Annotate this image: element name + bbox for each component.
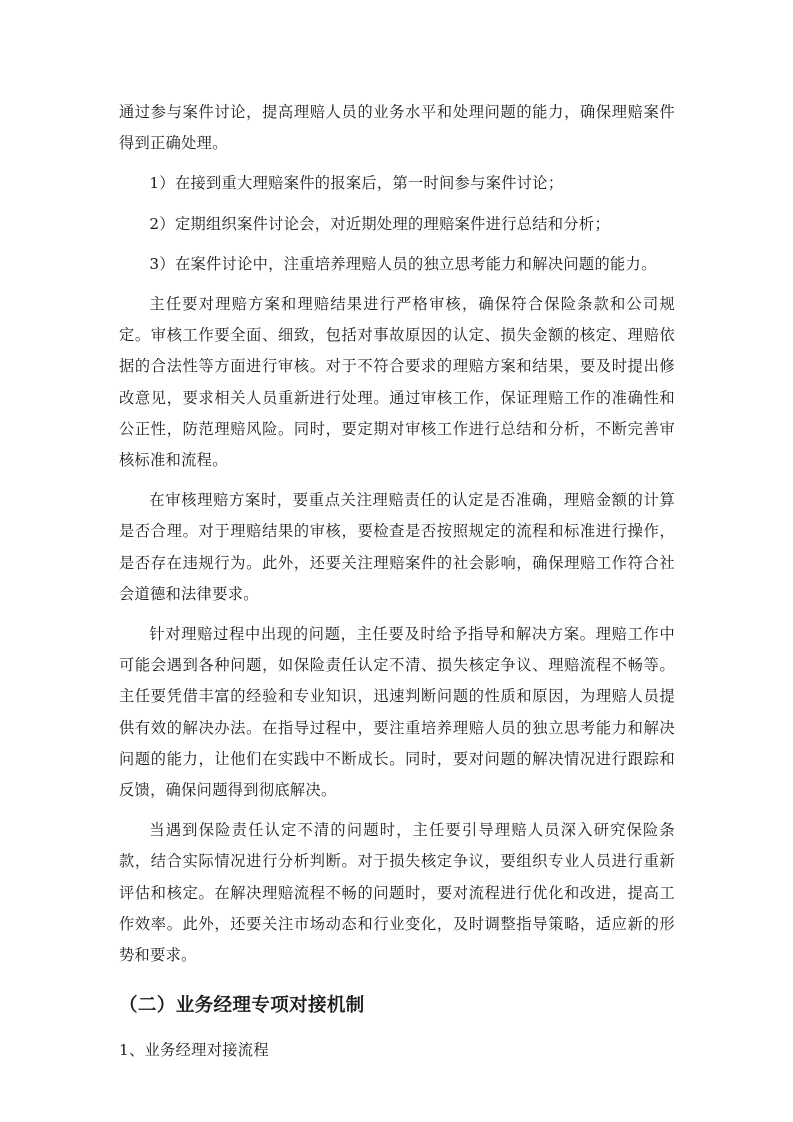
list-item-2: 2）定期组织案件讨论会，对近期处理的理赔案件进行总结和分析； xyxy=(149,214,610,233)
paragraph-problem-solving: 当遇到保险责任认定不清的问题时，主任要引导理赔人员深入研究保险条款，结合实际情况进行分析判断。对于损失核定争议，要组织专业人员进行重新评估和核定。在解决理赔流程不畅的问题时，要对流程进行优化和改进，提高工作效率。此外，还要关注市场动态和行业变化，及时调整指导策略，适应新的形势和要求。 xyxy=(119,821,675,965)
list-item-3: 3）在案件讨论中，注重培养理赔人员的独立思考能力和解决问题的能力。 xyxy=(149,254,657,273)
paragraph-review-focus: 在审核理赔方案时，要重点关注理赔责任的认定是否准确，理赔金额的计算是否合理。对于理赔结果的审核，要检查是否按照规定的流程和标准进行操作，是否存在违规行为。此外，还要关注理赔案件的社会影响，确保理赔工作符合社会道德和法律要求。 xyxy=(119,491,675,603)
list-item-1: 1）在接到重大理赔案件的报案后，第一时间参与案件讨论； xyxy=(149,174,564,193)
paragraph-intro: 通过参与案件讨论，提高理赔人员的业务水平和处理问题的能力，确保理赔案件得到正确处理。 xyxy=(119,103,675,153)
document-body xyxy=(119,97,675,1066)
subsection-heading: 1、业务经理对接流程 xyxy=(119,1041,269,1060)
paragraph-guidance: 针对理赔过程中出现的问题，主任要及时给予指导和解决方案。理赔工作中可能会遇到各种问题，如保险责任认定不清、损失核定争议、理赔流程不畅等。主任要凭借丰富的经验和专业知识，迅速判断问题的性质和原因，为理赔人员提供有效的解决办法。在指导过程中，要注重培养理赔人员的独立思考能力和解决问题的能力，让他们在实践中不断成长。同时，要对问题的解决情况进行跟踪和反馈，确保问题得到彻底解决。 xyxy=(119,625,675,800)
paragraph-review: 主任要对理赔方案和理赔结果进行严格审核，确保符合保险条款和公司规定。审核工作要全面、细致，包括对事故原因的认定、损失金额的核定、理赔依据的合法性等方面进行审核。对于不符合要求的理赔方案和结果，要及时提出修改意见，要求相关人员重新进行处理。通过审核工作，保证理赔工作的准确性和公正性，防范理赔风险。同时，要定期对审核工作进行总结和分析，不断完善审核标准和流程。 xyxy=(119,295,675,470)
section-heading: （二）业务经理专项对接机制 xyxy=(119,995,365,1017)
